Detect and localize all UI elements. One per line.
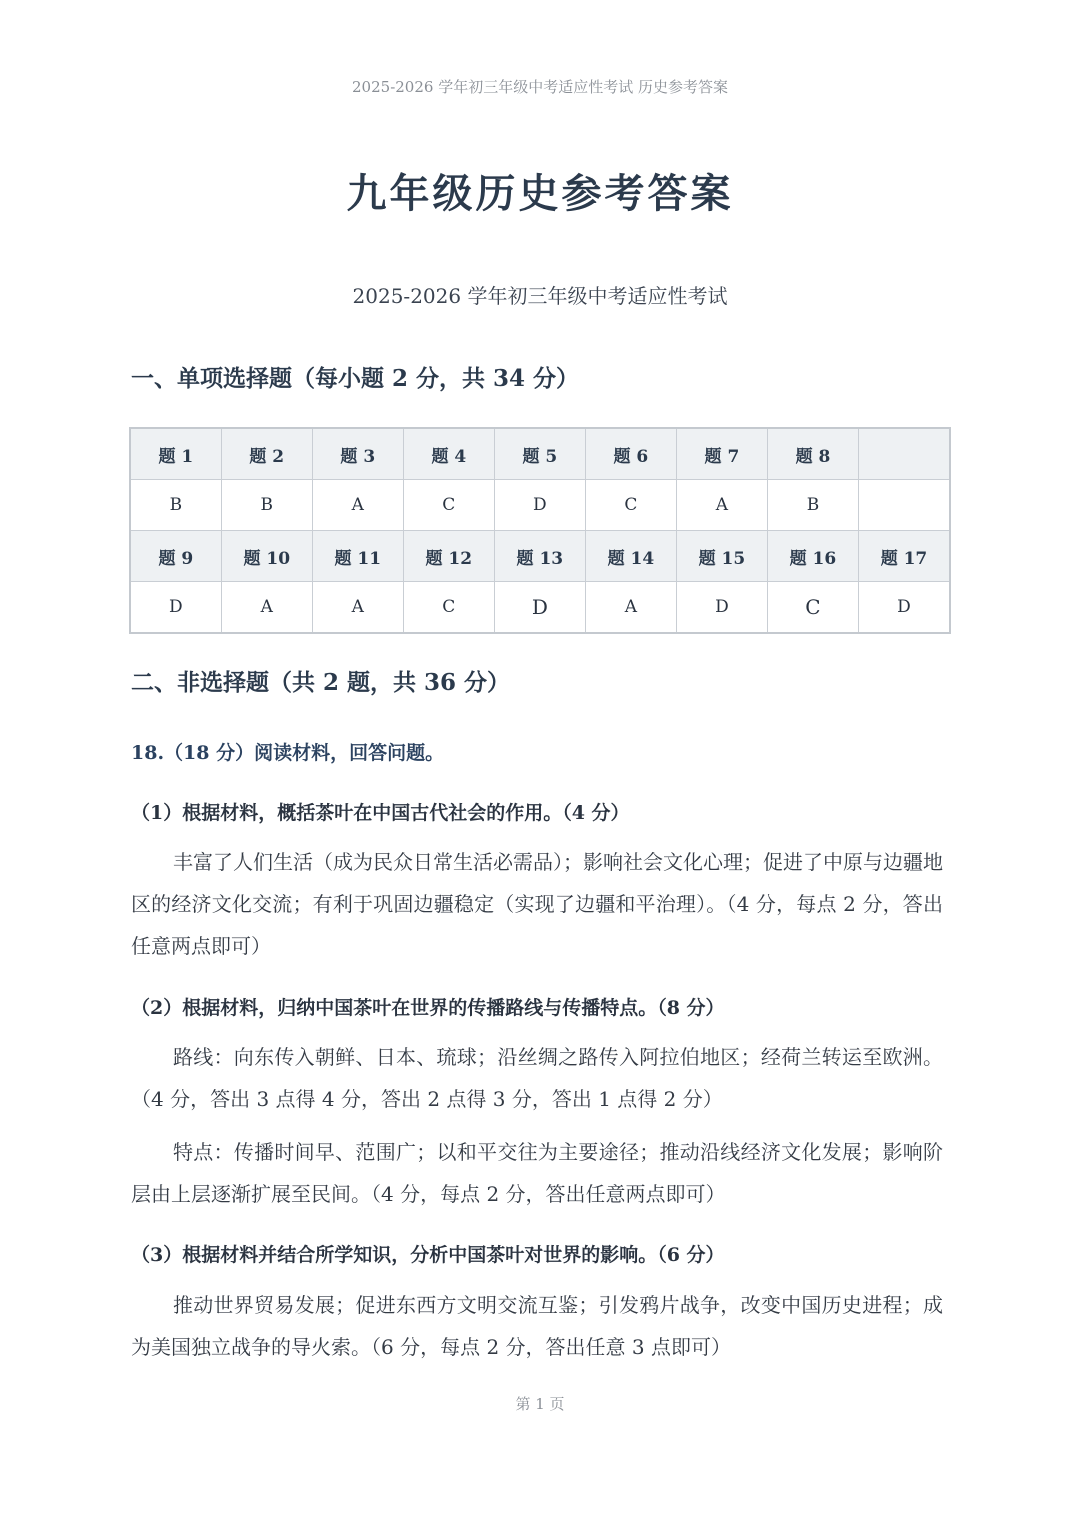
sub-question-1-prompt: （1）根据材料，概括茶叶在中国古代社会的作用。（4 分）: [131, 802, 630, 824]
section-heading-choice: 一、单项选择题（每小题 2 分，共 34 分）: [131, 365, 580, 392]
question-number-cell: 题 15: [676, 531, 767, 582]
question-number-cell: 题 3: [312, 428, 403, 480]
answer-cell: D: [494, 480, 585, 531]
sub-question-2-features-answer: 特点：传播时间早、范围广；以和平交往为主要途径；推动沿线经济文化发展；影响阶层由上层逐渐扩展至民间。（4 分，每点 2 分，答出任意两点即可）: [131, 1140, 943, 1206]
answer-cell: A: [312, 480, 403, 531]
section-heading-nonchoice: 二、非选择题（共 2 题，共 36 分）: [131, 669, 511, 696]
sub-question-2-prompt: （2）根据材料，归纳中国茶叶在世界的传播路线与传播特点。（8 分）: [131, 997, 725, 1019]
question-number-cell: 题 8: [767, 428, 858, 480]
answer-cell: C: [403, 582, 494, 634]
sub-question-3-answer: 推动世界贸易发展；促进东西方文明交流互鉴；引发鸦片战争，改变中国历史进程；成为美国独立战争的导火索。（6 分，每点 2 分，答出任意 3 点即可）: [131, 1293, 943, 1359]
question-number-cell: 题 1: [130, 428, 221, 480]
answer-cell: C: [403, 480, 494, 531]
question-number-cell: 题 6: [585, 428, 676, 480]
question-number-cell: 题 17: [858, 531, 950, 582]
question-number-cell: 题 13: [494, 531, 585, 582]
question-number-cell: [858, 428, 950, 480]
answer-cell: [858, 480, 950, 531]
question-number-cell: 题 5: [494, 428, 585, 480]
question-number-cell: 题 7: [676, 428, 767, 480]
question-number-cell: 题 2: [221, 428, 312, 480]
question-number-cell: 题 16: [767, 531, 858, 582]
answer-cell: D: [676, 582, 767, 634]
answer-cell: A: [585, 582, 676, 634]
answer-cell: B: [221, 480, 312, 531]
sub-question-2-route-answer: 路线：向东传入朝鲜、日本、琉球；沿丝绸之路传入阿拉伯地区；经荷兰转运至欧洲。（4 分，答出 3 点得 4 分，答出 2 点得 3 分，答出 1 点得 2 分）: [131, 1045, 943, 1111]
answer-cell: B: [130, 480, 221, 531]
page-number: 第 1 页: [515, 1395, 565, 1413]
page-subtitle: 2025-2026 学年初三年级中考适应性考试: [352, 284, 728, 308]
table-answer-row: [130, 582, 950, 634]
question-number-cell: 题 10: [221, 531, 312, 582]
answer-cell: C: [767, 582, 858, 634]
question-number-cell: 题 9: [130, 531, 221, 582]
page-title: 九年级历史参考答案: [346, 170, 734, 217]
answer-table: [129, 427, 951, 634]
running-header: 2025-2026 学年初三年级中考适应性考试 历史参考答案: [352, 78, 728, 96]
table-answer-row: [130, 480, 950, 531]
question-number-cell: 题 11: [312, 531, 403, 582]
answer-cell: D: [494, 582, 585, 634]
question-number-cell: 题 4: [403, 428, 494, 480]
answer-cell: C: [585, 480, 676, 531]
answer-cell: D: [858, 582, 950, 634]
answer-cell: B: [767, 480, 858, 531]
sub-question-1-answer: 丰富了人们生活（成为民众日常生活必需品）；影响社会文化心理；促进了中原与边疆地区的经济文化交流；有利于巩固边疆稳定（实现了边疆和平治理）。（4 分，每点 2 分，答出任意两点即可）: [131, 850, 943, 958]
question-number-cell: 题 12: [403, 531, 494, 582]
table-header-row: [130, 531, 950, 582]
answer-cell: A: [221, 582, 312, 634]
answer-cell: D: [130, 582, 221, 634]
answer-cell: A: [676, 480, 767, 531]
question-number-cell: 题 14: [585, 531, 676, 582]
answer-cell: A: [312, 582, 403, 634]
question-18-title: 18.（18 分）阅读材料，回答问题。: [131, 742, 445, 764]
table-header-row: [130, 428, 950, 480]
sub-question-3-prompt: （3）根据材料并结合所学知识，分析中国茶叶对世界的影响。（6 分）: [131, 1244, 725, 1266]
